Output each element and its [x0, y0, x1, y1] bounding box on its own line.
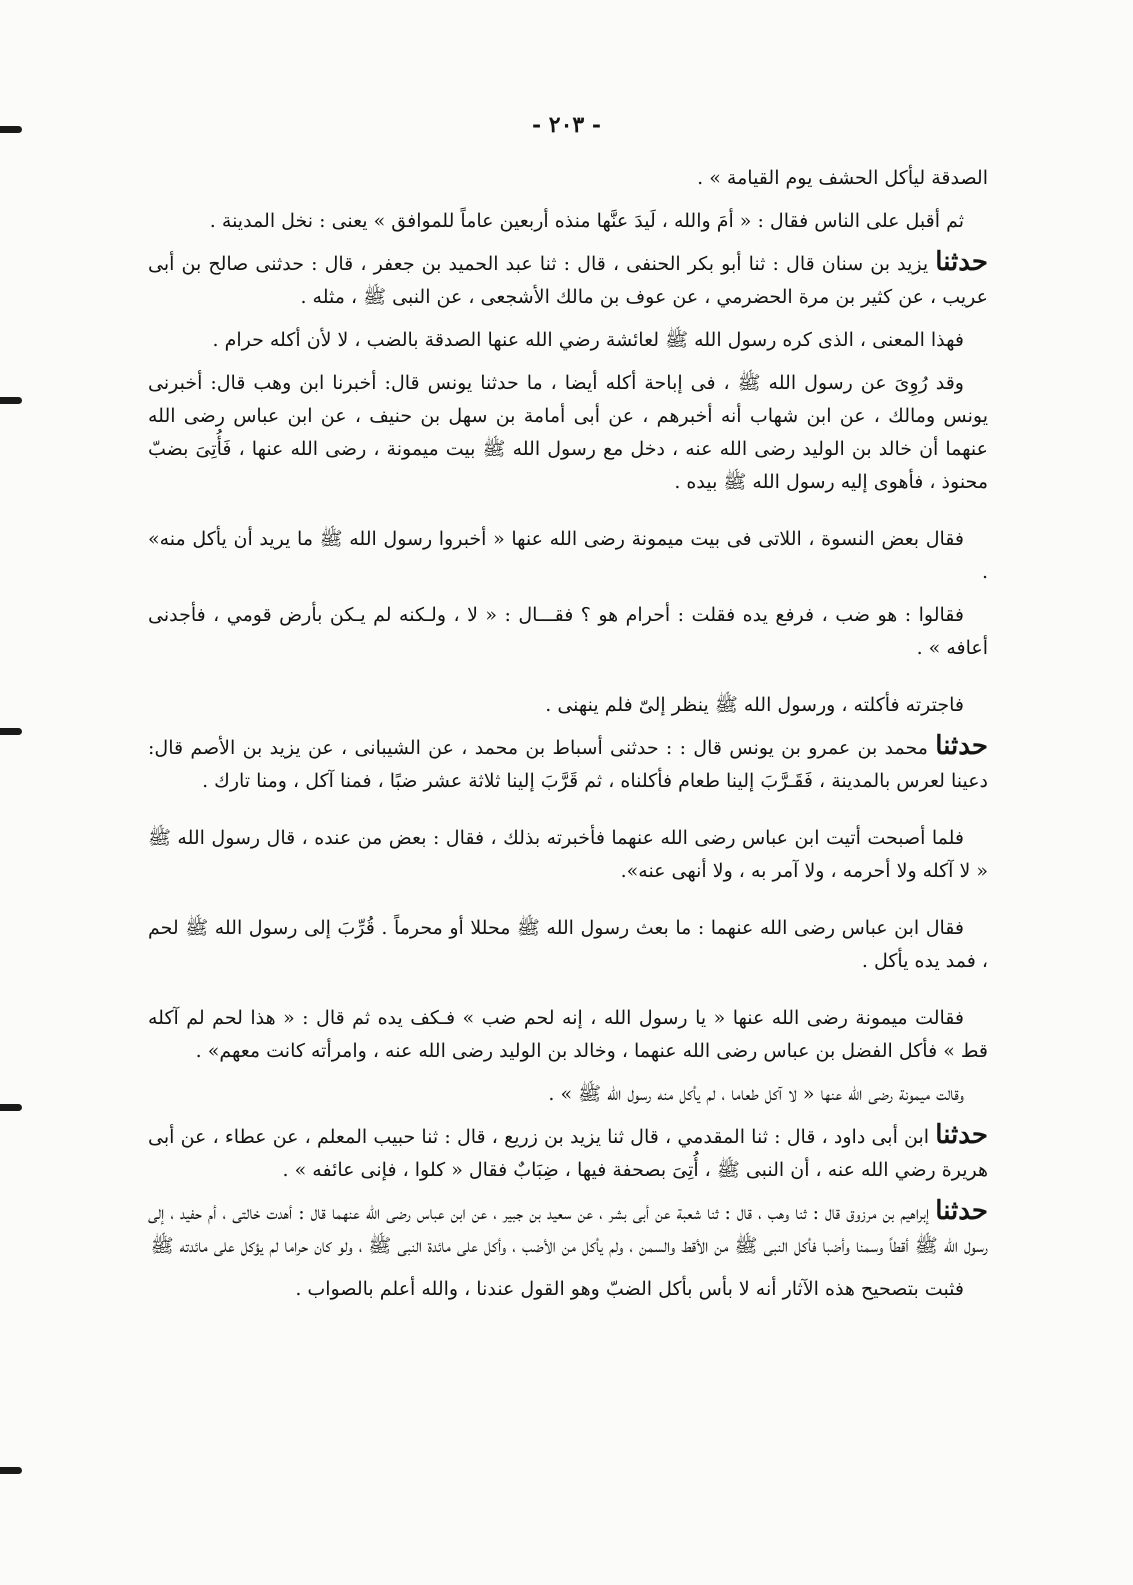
paragraph-text: فقال بعض النسوة ، اللاتى فى بيت ميمونة رضى الله عنها « أخبروا رسول الله ﷺ ما يريد أن يأكل منه» .	[148, 528, 988, 583]
margin-mark	[0, 397, 22, 404]
paragraph-text: وقالت ميمونة رضى الله عنها « لا آكل طعاما ، لم يأكل منه رسول الله ﷺ » .	[548, 1083, 964, 1105]
paragraph-text: فقالوا : هو ضب ، فرفع يده فقلت : أحرام هو ؟ فقـــال : « لا ، ولـكنه لم يـكن بأرض قومي ، فأجدنى أعافه » .	[148, 604, 988, 659]
page-number: - ٢٠٣ -	[531, 112, 602, 138]
paragraph	[148, 1000, 988, 1068]
paragraph-text: الصدقة ليأكل الحشف يوم القيامة » .	[697, 167, 988, 189]
paragraph-text: إبراهيم بن مرزوق قال : ثنا وهب ، قال : ثنا شعبة عن أبى بشر ، عن سعيد بن جبير ، عن ابن عباس رضى الله عنهما قال : أهدت خالتى ، أم حفيد ، إلى رسول الله ﷺ أقطاً وسمنا وأضبا فأكل النبى ﷺ من الأقط والسمن ، ولم يأكل من الأضب ، وأكل على مائدة النبى ﷺ ، ولو كان حراما لم يؤكل على مائدته ﷺ	[148, 1202, 988, 1257]
paragraph	[148, 910, 988, 978]
paragraph	[148, 322, 988, 357]
margin-mark	[0, 728, 22, 735]
paragraph-lead: حدثنا	[935, 1120, 988, 1150]
paragraph	[148, 203, 988, 238]
paragraph	[148, 1076, 988, 1111]
paragraph-lead: حدثنا	[935, 731, 988, 761]
paragraph	[148, 160, 988, 195]
paragraph-text: وقد رُوِىَ عن رسول الله ﷺ ، فى إباحة أكله أيضا ، ما حدثنا يونس قال: أخبرنا ابن وهب قال: أخبرنى يونس ومالك ، عن ابن شهاب أنه أخبرهم ، عن أبى أمامة بن سهل بن حنيف ، عن ابن عباس رضى الله عنهما أن خالد بن الوليد رضى الله عنه ، دخل مع رسول الله ﷺ بيت ميمونة ، رضى الله عنها ، فَأُتِىَ بضبّ محنوذ ، فأهوى إليه رسول الله ﷺ بيده .	[148, 372, 988, 493]
margin-mark	[0, 1467, 22, 1474]
paragraph	[148, 1195, 988, 1263]
paragraph-lead: حدثنا	[935, 247, 988, 277]
paragraph	[148, 820, 988, 888]
paragraph-text: محمد بن عمرو بن يونس قال : : حدثنى أسباط بن محمد ، عن الشيبانى ، عن يزيد بن الأصم قال: دعينا لعرس بالمدينة ، فَقَـرَّبَ إلينا طعام فأكلناه ، ثم قَرَّبَ إلينا ثلاثة عشر ضبًا ، فمنا آكل ، ومنا تارك .	[148, 737, 988, 792]
margin-mark	[0, 1104, 22, 1111]
paragraph	[148, 365, 988, 499]
paragraph-text: فقالت ميمونة رضى الله عنها « يا رسول الله ، إنه لحم ضب » فـكف يده ثم قال : « هذا لحم لم آكله قط » فأكل الفضل بن عباس رضى الله عنهما ، وخالد بن الوليد رضى الله عنه ، وامرأته كانت معهم» .	[148, 1007, 988, 1062]
paragraph	[148, 521, 988, 589]
page-body	[148, 160, 988, 1314]
paragraph-text: فاجترته فأكلته ، ورسول الله ﷺ ينظر إلىّ فلم ينهنى .	[545, 694, 964, 716]
paragraph	[148, 687, 988, 722]
paragraph-text: فلما أصبحت أتيت ابن عباس رضى الله عنهما فأخبرته بذلك ، فقال : بعض من عنده ، قال رسول الله ﷺ « لا آكله ولا أحرمه ، ولا آمر به ، ولا أنهى عنه».	[148, 827, 988, 882]
paragraph	[148, 597, 988, 665]
paragraph-text: فثبت بتصحيح هذه الآثار أنه لا بأس بأكل الضبّ وهو القول عندنا ، والله أعلم بالصواب .	[295, 1278, 964, 1300]
paragraph-lead: حدثنا	[935, 1196, 988, 1226]
margin-mark	[0, 126, 22, 133]
paragraph	[148, 1119, 988, 1187]
paragraph	[148, 246, 988, 314]
paragraph	[148, 730, 988, 798]
paragraph	[148, 1271, 988, 1306]
paragraph-text: فهذا المعنى ، الذى كره رسول الله ﷺ لعائشة رضي الله عنها الصدقة بالضب ، لا لأن أكله حرام .	[212, 329, 964, 351]
paragraph-text: ابن أبى داود ، قال : ثنا المقدمي ، قال ثنا يزيد بن زريع ، قال : ثنا حبيب المعلم ، عن عطاء ، عن أبى هريرة رضي الله عنه ، أن النبى ﷺ ، أُتِىَ بصحفة فيها ، ضِبَابٌ فقال « كلوا ، فإنى عائفه » .	[148, 1126, 988, 1181]
paragraph-text: يزيد بن سنان قال : ثنا أبو بكر الحنفى ، قال : ثنا عبد الحميد بن جعفر ، قال : حدثنى صالح بن أبى عريب ، عن كثير بن مرة الحضرمي ، عن عوف بن مالك الأشجعى ، عن النبى ﷺ ، مثله .	[148, 253, 988, 308]
paragraph-text: ثم أقبل على الناس فقال : « أمَ والله ، لَيدَ عنَّها منذه أربعين عاماً للموافق » يعنى : نخل المدينة .	[209, 210, 964, 232]
paragraph-text: فقال ابن عباس رضى الله عنهما : ما بعث رسول الله ﷺ محللا أو محرماً . قُرِّبَ إلى رسول الله ﷺ لحم ، فمد يده يأكل .	[148, 917, 988, 972]
